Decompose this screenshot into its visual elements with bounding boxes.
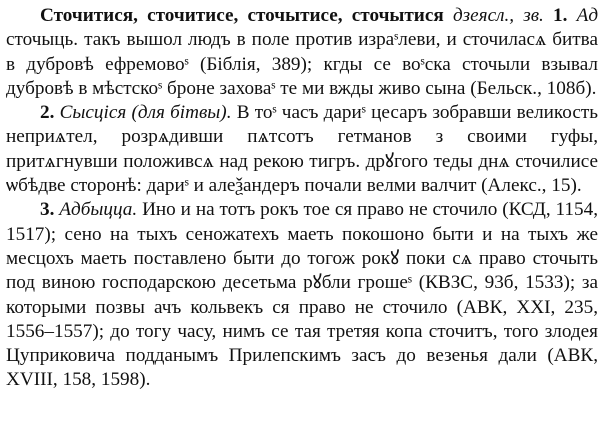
sense-gloss: Ад [576,5,599,26]
sense-number: 3. [40,199,55,221]
entry-sense-1 [6,4,598,101]
entry-headword: Сточитися, сточитисе, сточытисе, сточытися [40,5,444,26]
entry-sense-3 [6,198,598,392]
entry-sense-2 [6,101,598,198]
dictionary-entry [6,4,598,393]
sense-gloss: Адбыцца. [59,199,138,221]
sense-gloss-rest: сточыць. [6,29,79,51]
sense-text: Ино и на тотъ рокъ тое ся право не сточило (КСД, 1154, 1517); сено на тыхъ сеножатехъ маеть покошоно быти и на тыхъ же месцохъ маеть поставлено быти до тогож рокꙋ поки сѧ право сточыть под виною господарскою десетьма рꙋбли грошеˢ (КВЗС, 93б, 1533); за которыми позвы ачъ кольвекъ ся право не сточило (АВК, XXI, 235, 1556–1557); до тогу часу, нимъ се тая третяя копа сточитъ, того злодея Цуприковича подданымъ Прилепскимъ засъ до везенья дали (АВК, XVIII, 158, 1598). [6,199,599,391]
sense-text: такъ вышол людъ в поле против израˢлеви, и сточилаcѧ битва в дубровѣ ефремовоˢ (Біблія, 389); кгды се воˢcка сточыли взывал дубровѣ в мѣстcкоˢ броне заховаˢ те ми вжды живо сына (Бельск., 108б). [6,29,599,99]
grammar-note: дзеясл., зв. [452,5,544,26]
sense-gloss: Сысціся (для бітвы). [59,102,232,124]
sense-text: В тоˢ часъ дариˢ цесаръ зобравши великость неприѧтел, розрѧдивши пѧтсотъ гетманов з своими гуфы, притѧгнувши положивсѧ над рекою тигръ. дрꙋгого теды днѧ сточилисе ѡбѣдве сторонѣ: дариˢ и алеѯандеръ почали велми валчит (Алекс., 15). [6,102,599,197]
sense-number: 2. [40,102,55,124]
sense-number: 1. [553,5,568,26]
